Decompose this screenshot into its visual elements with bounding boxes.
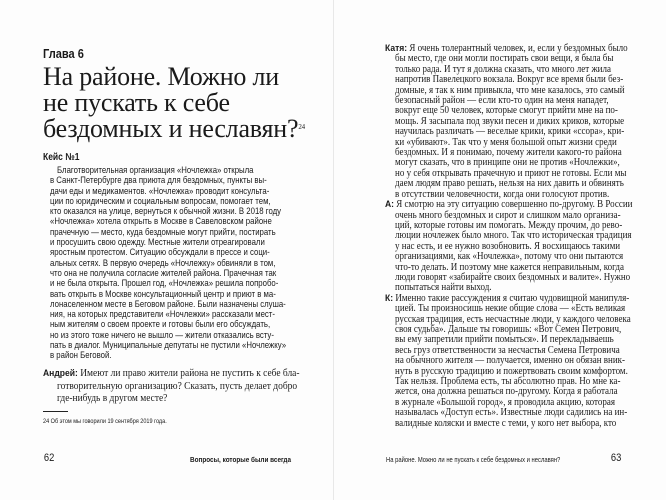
case-line: в район Беговой. — [50, 350, 112, 362]
case-line: кто оказался на улице, вернуться к обычной жизни. В 2018 году — [50, 206, 282, 218]
dialogue-line: даем людям право решать, нельзя на них давить и обвинять — [395, 178, 624, 190]
case-line: лонаселенном месте в Беговом районе. Были назначены слуша- — [50, 298, 286, 310]
footnote-divider — [43, 411, 68, 412]
case-line: но из этого тоже ничего не вышло — жители отказались всту- — [50, 329, 274, 341]
case-text — [50, 166, 338, 362]
dialogue-line: вокруг еще 50 человек, которые смогут прийти мне на по- — [395, 105, 618, 117]
case-line: «Ночлежка» хотела открыть в Москве в Савеловском районе — [50, 216, 272, 228]
dialogue-line: очень много бездомных и сирот и слишком мало организа- — [395, 209, 621, 221]
case-line: ции по юридическим и социальным вопросам, помогает тем, — [50, 195, 271, 207]
speaker-label: Катя: — [385, 43, 408, 54]
dialogue-line: люции ночлежек было много. Так что историческая традиция — [395, 230, 632, 242]
speaker-label: А: — [385, 199, 395, 211]
dialogue-line: цией. Ты произносишь некие общие слова — «Есть великая — [395, 303, 626, 315]
dialogue-text — [385, 43, 660, 429]
dialogue-line: своя судьба». Дальше ты говоришь: «Вот Семен Петрович, — [395, 323, 622, 335]
dialogue-line: у нас есть, и ее нужно возобновить. Я восхищаюсь такими — [395, 240, 621, 252]
dialogue-line: ки «убивают». Так что у меня большой опыт жизни среди — [395, 136, 617, 148]
dialogue-text: Именно такие рассуждения я считаю чудовищной манипуля- — [395, 292, 630, 304]
case-line: что она не получила согласие жителей района. Прачечная так — [50, 267, 277, 279]
case-line: и не была открыта. Прошел год, «Ночлежка» решила попробо- — [50, 278, 279, 290]
dialogue-line: бы место, где они могли постирать свои вещи, я была бы — [395, 53, 614, 65]
dialogue-line: ций, которые готовы им помогать. Между прочим, до рево- — [395, 219, 623, 231]
dialogue-line: на обычного жителя — получается, именно он обязан вник- — [395, 355, 626, 367]
case-line: дачи еды и медикаментов. «Ночлежка» проводит консульта- — [50, 185, 270, 197]
case-line: Благотворительная организация «Ночлежка» открыла — [57, 165, 254, 176]
dialogue-line: весь груз ответственности за несчастья Семена Петровича — [395, 344, 620, 356]
question-paragraph — [43, 368, 328, 406]
dialogue-line: люди говорят «забирайте своих бездомных и валите». Нужно — [395, 271, 631, 283]
dialogue-line: что-то делать. И поэтому мне кажется неправильным, когда — [395, 261, 624, 273]
dialogue-line: называлась «Доступ есть». Известные люди садились на ин- — [395, 407, 628, 419]
case-line: ния, на которых представители «Ночлежки» рассказали мест- — [50, 309, 275, 321]
dialogue-line: нуть в русскую традицию и пожертвовать своим комфортом. — [395, 365, 628, 377]
footnote: 24 Об этом мы говорили 19 сентября 2019 года. — [43, 418, 167, 425]
dialogue-paragraph — [385, 199, 660, 294]
dialogue-paragraph — [385, 43, 660, 200]
case-line: и просушить свою одежду. Местные жители отреагировали — [50, 237, 265, 249]
dialogue-line: русская традиция, есть несчастные люди, у каждого человека — [395, 313, 631, 325]
case-line: вать открыть в Москве консультационный центр и приют в ма- — [50, 288, 276, 300]
page-number: 62 — [43, 452, 55, 464]
dialogue-text: Я очень толерантный человек, и, если у бездомных было — [409, 43, 628, 54]
question-line: готворительную организацию? Сказать, пусть делает добро — [57, 380, 298, 392]
dialogue-line: жется, она должна решаться по-другому. Когда я работала — [395, 386, 618, 398]
dialogue-line: мощь. Я засыпала под звуки песен и диких криков, которые — [395, 115, 625, 127]
dialogue-line: попытаться найти выход. — [395, 282, 492, 294]
dialogue-line: организациями, как «Ночлежка», потому что они пытаются — [395, 251, 624, 263]
title-line-text: бездомных и неславян? — [43, 114, 299, 143]
title-line: На районе. Можно ли — [43, 62, 280, 91]
case-line: ным жителям о своем проекте и готовы были его обсуждать, — [50, 319, 271, 331]
title-line — [43, 116, 305, 142]
case-heading: Кейс №1 — [43, 152, 80, 163]
case-line: прачечную — место, куда бездомные могут прийти, постирать — [50, 226, 276, 238]
speaker-label: К: — [385, 292, 394, 304]
dialogue-line: Так нельзя. Проблема есть, ты абсолютно прав. Но мне ка- — [395, 376, 621, 387]
dialogue-line: могут сказать, что в принципе они не против «Ночлежки», — [395, 157, 620, 169]
dialogue-line: научилась различать — веселые крики, крики «ссора», кри- — [395, 126, 625, 138]
running-head: Вопросы, которые были всегда — [190, 455, 292, 464]
chapter-title — [43, 64, 305, 142]
dialogue-text: Я смотрю на эту ситуацию совершенно по-другому. В России — [396, 199, 633, 211]
dialogue-line: в журнале «Большой город», я проводила акцию, которая — [395, 396, 616, 408]
case-line: альных сетях. В первую очередь «Ночлежку» обвиняли в том, — [50, 257, 276, 269]
dialogue-line: домные, я так к ним привыкла, что мне казалось, это самый — [395, 84, 625, 96]
dialogue-line: только рада. И тут я должна сказать, что много лет жила — [395, 63, 611, 75]
footnote-ref: 24 — [298, 123, 305, 131]
dialogue-line: в отсутствии человечности, когда они голосуют против. — [395, 188, 610, 200]
dialogue-line: валидные коляски и вместе с теми, у кого нет выбора, кто — [395, 417, 617, 429]
chapter-label: Глава 6 — [43, 46, 84, 61]
speaker-label: Андрей: — [43, 368, 78, 379]
dialogue-paragraph — [385, 292, 660, 429]
title-line: не пускать к себе — [43, 88, 230, 117]
case-line: пать в диалог. Муниципальные депутаты не пустили «Ночлежку» — [50, 340, 287, 352]
dialogue-line: бездомных. И я понимаю, почему жители какого-то района — [395, 147, 622, 159]
question-line: где-нибудь в другом месте? — [57, 393, 168, 405]
running-head: На районе. Можно ли не пускать к себе бездомных и неславян? — [386, 455, 561, 464]
question-text: Имеют ли право жители района не пустить к себе бла- — [80, 368, 300, 379]
case-line: в Санкт-Петербурге два приюта для бездомных, пункты вы- — [50, 175, 267, 187]
page-number: 63 — [610, 452, 622, 464]
case-line: яростным протестом. Ситуацию обсуждали в прессе и соци- — [50, 247, 270, 259]
dialogue-line: вы ему запретили прийти помыться». И перекладываешь — [395, 334, 614, 346]
question-line — [43, 368, 300, 381]
dialogue-line: но у себя открывать прачечную и приют не готовы. Если мы — [395, 167, 627, 179]
dialogue-line: напротив Павелецкого вокзала. Вокруг все время были без- — [395, 74, 624, 86]
dialogue-line: безопасный район — если кто-то один на меня нападет, — [395, 95, 609, 107]
